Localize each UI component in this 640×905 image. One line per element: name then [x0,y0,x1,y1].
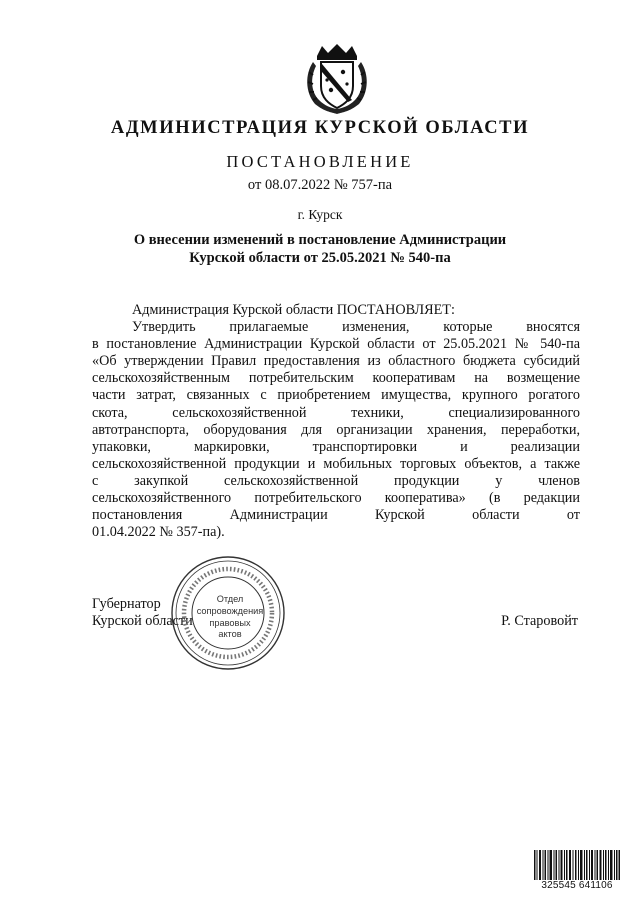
body-line: автотранспорта, оборудования для организации хранения, переработки, [92,421,580,438]
body-line: в постановление Администрации Курской области от 25.05.2021 № 540-па [92,336,580,353]
organization-title: АДМИНИСТРАЦИЯ КУРСКОЙ ОБЛАСТИ [110,118,530,138]
subject-line: О внесении изменений в постановление Администрации [133,232,507,248]
body-line: упаковки, маркировки, транспортировки и реализации [92,438,580,455]
body-line: Утвердить прилагаемые изменения, которые вносятся [132,319,580,336]
body-line: сельскохозяйственным потребительским кооперативам на возмещение [92,370,580,387]
position-line: Курской области [92,613,193,630]
body-line: «Об утверждении Правил предоставления из областного бюджета субсидий [92,353,580,370]
body-line: скота, сельскохозяйственной техники, специализированного [92,404,580,421]
signatory-name: Р. Старовойт [501,613,578,629]
body-line: части затрат, связанных с приобретением имущества, крупного рогатого [92,387,580,404]
subject-line: Курской области от 25.05.2021 № 540-па [189,250,451,266]
body-line: сельскохозяйственной продукции и мобильных торговых объектов, а также [92,455,580,472]
stamp-line: актов [218,629,242,640]
document-subject [0,231,640,267]
stamp-line: сопровождения [196,605,264,616]
barcode [534,850,620,880]
document-date-number: от 08.07.2022 № 757-па [247,177,393,193]
body-line: с закупкой сельскохозяйственной продукции у членов [92,472,580,489]
body-line: 01.04.2022 № 357-па). [92,524,225,541]
document-city: г. Курск [297,207,343,222]
document-body [92,302,580,541]
body-line: сельскохозяйственного потребительского кооператива» (в редакции [92,490,580,507]
stamp-line: правовых [209,617,251,628]
barcode-number: 325545 641106 [541,880,613,891]
document-type: ПОСТАНОВЛЕНИЕ [226,152,414,171]
position-line: Губернатор [92,596,161,612]
body-line: Администрация Курской области ПОСТАНОВЛЯЕТ: [132,302,455,318]
stamp-line: Отдел [216,594,244,604]
stamp-text [192,594,268,641]
body-line: постановления Администрации Курской области от [92,507,580,524]
coat-of-arms-emblem [303,42,371,116]
